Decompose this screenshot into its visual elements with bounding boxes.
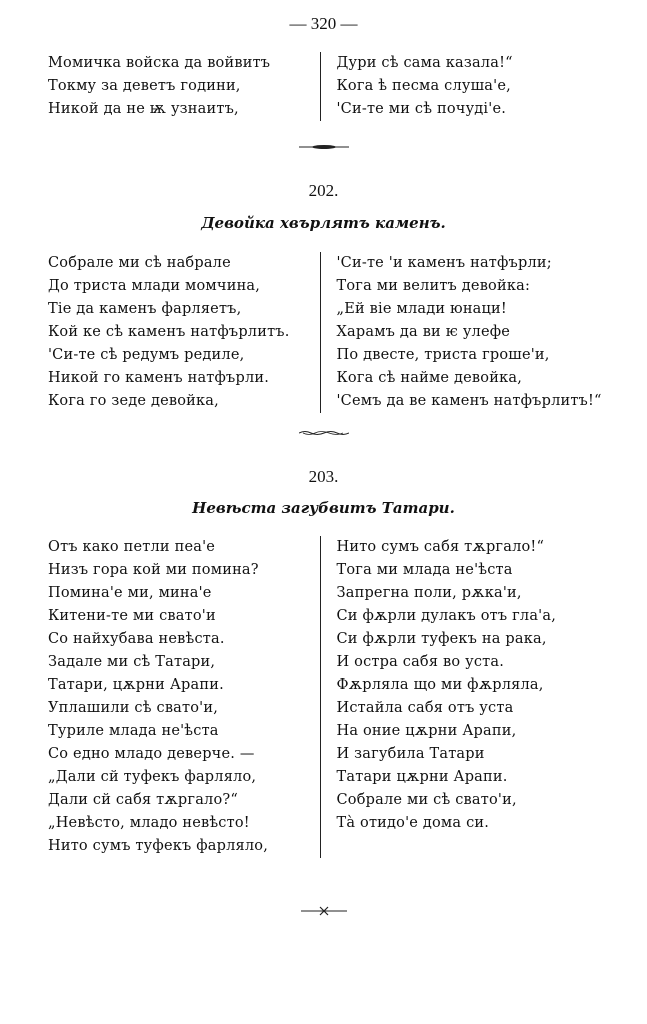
verse-line: Татари цѫрни Арапи. bbox=[336, 769, 508, 785]
verse-line: 'Семъ да ве каменъ натфърлитъ!“ bbox=[336, 393, 602, 409]
verse-line: Кой ке сѣ каменъ натфърлитъ. bbox=[48, 324, 290, 340]
verse-line: Собрале ми сѣ свато'и, bbox=[336, 792, 517, 808]
verse-line: Запрегна поли, рѫка'и, bbox=[336, 585, 522, 601]
verse-line: Тога ми млада не'ѣста bbox=[336, 562, 513, 578]
verse-line: Токму за деветъ години, bbox=[48, 78, 241, 94]
verse-line: Татари, цѫрни Арапи. bbox=[48, 677, 224, 693]
verse-line: По двесте, триста гроше'и, bbox=[336, 347, 550, 363]
verse-line: Отъ како петли пеа'е bbox=[48, 539, 216, 555]
song-title: Невѣста загубвитъ Татари. bbox=[192, 499, 455, 517]
section-divider-ornament bbox=[0, 142, 647, 152]
verse-line: Китени-те ми свато'и bbox=[48, 608, 216, 624]
section-divider-ornament bbox=[0, 428, 647, 438]
song-title: Девойка хвърлятъ каменъ. bbox=[201, 214, 446, 232]
top-verse-left-column bbox=[48, 52, 320, 121]
verse-line: Никой да не ѭ узнаитъ, bbox=[48, 101, 239, 117]
verse-line: Фѫрляла що ми фѫрляла, bbox=[336, 677, 544, 693]
verse-line: Уплашили сѣ свато'и, bbox=[48, 700, 219, 716]
song-number: 203. bbox=[308, 467, 339, 486]
verse-line: Никой го каменъ натфърли. bbox=[48, 370, 270, 386]
page-number: — 320 — bbox=[289, 14, 358, 33]
song-203-left-column bbox=[48, 536, 320, 858]
top-verse-right-column bbox=[320, 52, 609, 121]
verse-line: Тога ми велитъ девойка: bbox=[336, 278, 531, 294]
verse-line: Со найхубава невѣста. bbox=[48, 631, 225, 647]
verse-line: Нито сумъ туфекъ фарляло, bbox=[48, 838, 269, 854]
verse-line: „Невѣсто, младо невѣсто! bbox=[48, 815, 250, 831]
verse-line: Харамъ да ви ѥ улефе bbox=[336, 324, 511, 340]
verse-line: Низъ гора кой ми помина? bbox=[48, 562, 259, 578]
song-202-verse bbox=[48, 252, 608, 413]
verse-line: Кога ѣ песма слуша'е, bbox=[336, 78, 511, 94]
verse-line: Задале ми сѣ Татари, bbox=[48, 654, 216, 670]
verse-line: „Ей вiе млади юнаци! bbox=[336, 301, 507, 317]
verse-line: И загубила Татари bbox=[336, 746, 485, 762]
verse-line: 'Си-те ми сѣ почудi'е. bbox=[336, 101, 507, 117]
verse-line: И остра сабя во уста. bbox=[336, 654, 505, 670]
song-number: 202. bbox=[308, 181, 339, 200]
song-203-right-column bbox=[320, 536, 609, 858]
verse-line: 'Си-те сѣ редумъ редиле, bbox=[48, 347, 245, 363]
verse-line: Си фѫрли туфекъ на рака, bbox=[336, 631, 547, 647]
verse-line: Кога сѣ найме девойка, bbox=[336, 370, 523, 386]
verse-line: До триста млади момчина, bbox=[48, 278, 261, 294]
verse-line: На оние цѫрни Арапи, bbox=[336, 723, 517, 739]
verse-line: Момичка войска да войвитъ bbox=[48, 55, 271, 71]
song-202-left-column bbox=[48, 252, 320, 413]
song-202-right-column bbox=[320, 252, 609, 413]
verse-line: 'Си-те 'и каменъ натфърли; bbox=[336, 255, 552, 271]
verse-line: Тiе да каменъ фарляетъ, bbox=[48, 301, 242, 317]
verse-line: „Дали сй туфекъ фарляло, bbox=[48, 769, 257, 785]
verse-line: Кога го зеде девойка, bbox=[48, 393, 219, 409]
top-verse bbox=[48, 52, 608, 121]
verse-line: Со едно младо деверче. — bbox=[48, 746, 255, 762]
end-ornament bbox=[0, 906, 647, 916]
song-203-verse bbox=[48, 536, 608, 858]
verse-line: Нито сумъ сабя тѫргало!“ bbox=[336, 539, 545, 555]
verse-line: Тà отидо'е дома си. bbox=[336, 815, 490, 831]
verse-line: Собрале ми сѣ набрале bbox=[48, 255, 231, 271]
verse-line: Туриле млада не'ѣста bbox=[48, 723, 219, 739]
verse-line: Помина'е ми, мина'е bbox=[48, 585, 212, 601]
verse-line: Истайла сабя отъ уста bbox=[336, 700, 514, 716]
verse-line: Дури сѣ сама казала!“ bbox=[336, 55, 513, 71]
verse-line: Си фѫрли дулакъ отъ гла'а, bbox=[336, 608, 557, 624]
verse-line: Дали сй сабя тѫргало?“ bbox=[48, 792, 238, 808]
